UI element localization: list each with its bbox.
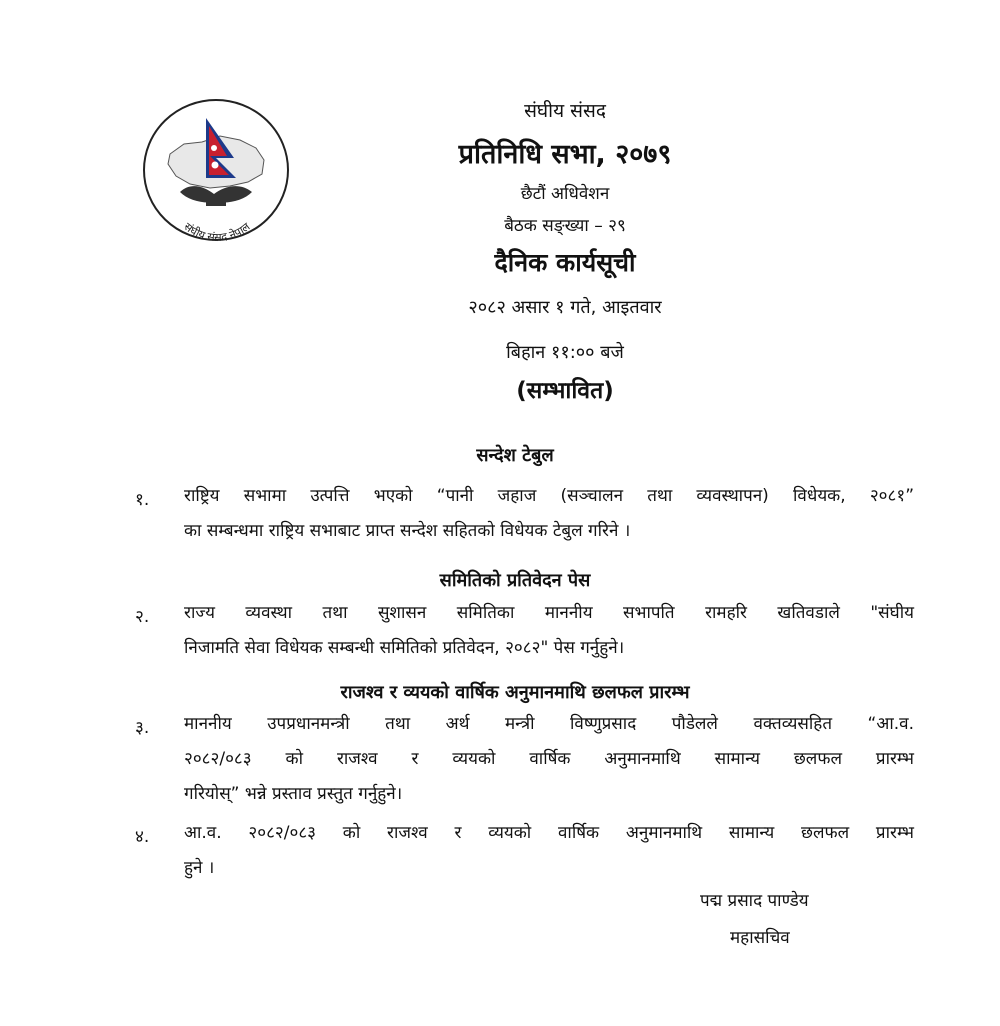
item-number: १.	[135, 490, 150, 510]
item-number: ४.	[135, 827, 150, 847]
item-line: राष्ट्रिय सभामा उत्पत्ति भएको “पानी जहाज (सञ्चालन तथा व्यवस्थापन) विधेयक, २०८१”	[184, 486, 914, 506]
parliament-emblem-logo	[140, 96, 292, 244]
agenda-title: दैनिक कार्यसूची	[494, 248, 636, 277]
item-line: २०८२/०८३ को राजश्व र व्ययको वार्षिक अनुमानमाथि सामान्य छलफल प्रारम्भ	[184, 749, 914, 769]
agenda-date: २०८२ असार १ गते, आइतवार	[468, 297, 662, 318]
item-number: २.	[135, 607, 150, 627]
section-title-budget-discussion: राजश्व र व्ययको वार्षिक अनुमानमाथि छलफल प्रारम्भ	[340, 682, 690, 703]
item-line: हुने ।	[184, 858, 215, 878]
item-line: राज्य व्यवस्था तथा सुशासन समितिका माननीय सभापति रामहरि खतिवडाले "संघीय	[184, 603, 914, 623]
signatory-title: महासचिव	[730, 928, 790, 948]
agenda-item-3	[184, 707, 914, 812]
session-label: छैटौं अधिवेशन	[520, 184, 610, 204]
item-line: का सम्बन्धमा राष्ट्रिय सभाबाट प्राप्त सन्देश सहितको विधेयक टेबुल गरिने ।	[184, 521, 631, 541]
svg-text:संघीय संसद नेपाल: संघीय संसद नेपाल	[181, 220, 253, 244]
item-line: निजामति सेवा विधेयक सम्बन्धी समितिको प्रतिवेदन, २०८२" पेस गर्नुहुने।	[184, 638, 625, 658]
agenda-time: बिहान ११:०० बजे	[506, 342, 624, 363]
item-number: ३.	[135, 718, 150, 738]
item-line: माननीय उपप्रधानमन्त्री तथा अर्थ मन्त्री विष्णुप्रसाद पौडेलले वक्तव्यसहित “आ.व.	[184, 714, 914, 734]
agenda-item-1	[184, 479, 914, 549]
item-line: गरियोस्” भन्ने प्रस्ताव प्रस्तुत गर्नुहुने।	[184, 784, 403, 804]
signatory-name: पद्म प्रसाद पाण्डेय	[700, 891, 809, 911]
tentative-label: (सम्भावित)	[516, 378, 614, 404]
house-title: प्रतिनिधि सभा, २०७९	[458, 139, 672, 170]
section-title-message-table: सन्देश टेबुल	[476, 445, 554, 466]
agenda-item-2	[184, 596, 914, 666]
item-line: आ.व. २०८२/०८३ को राजश्व र व्ययको वार्षिक अनुमानमाथि सामान्य छलफल प्रारम्भ	[184, 823, 914, 843]
agenda-item-4	[184, 816, 914, 886]
section-title-committee-report: समितिको प्रतिवेदन पेस	[439, 570, 591, 591]
sitting-number: बैठक सङ्ख्या – २९	[504, 216, 626, 236]
parliament-name: संघीय संसद	[524, 100, 606, 122]
